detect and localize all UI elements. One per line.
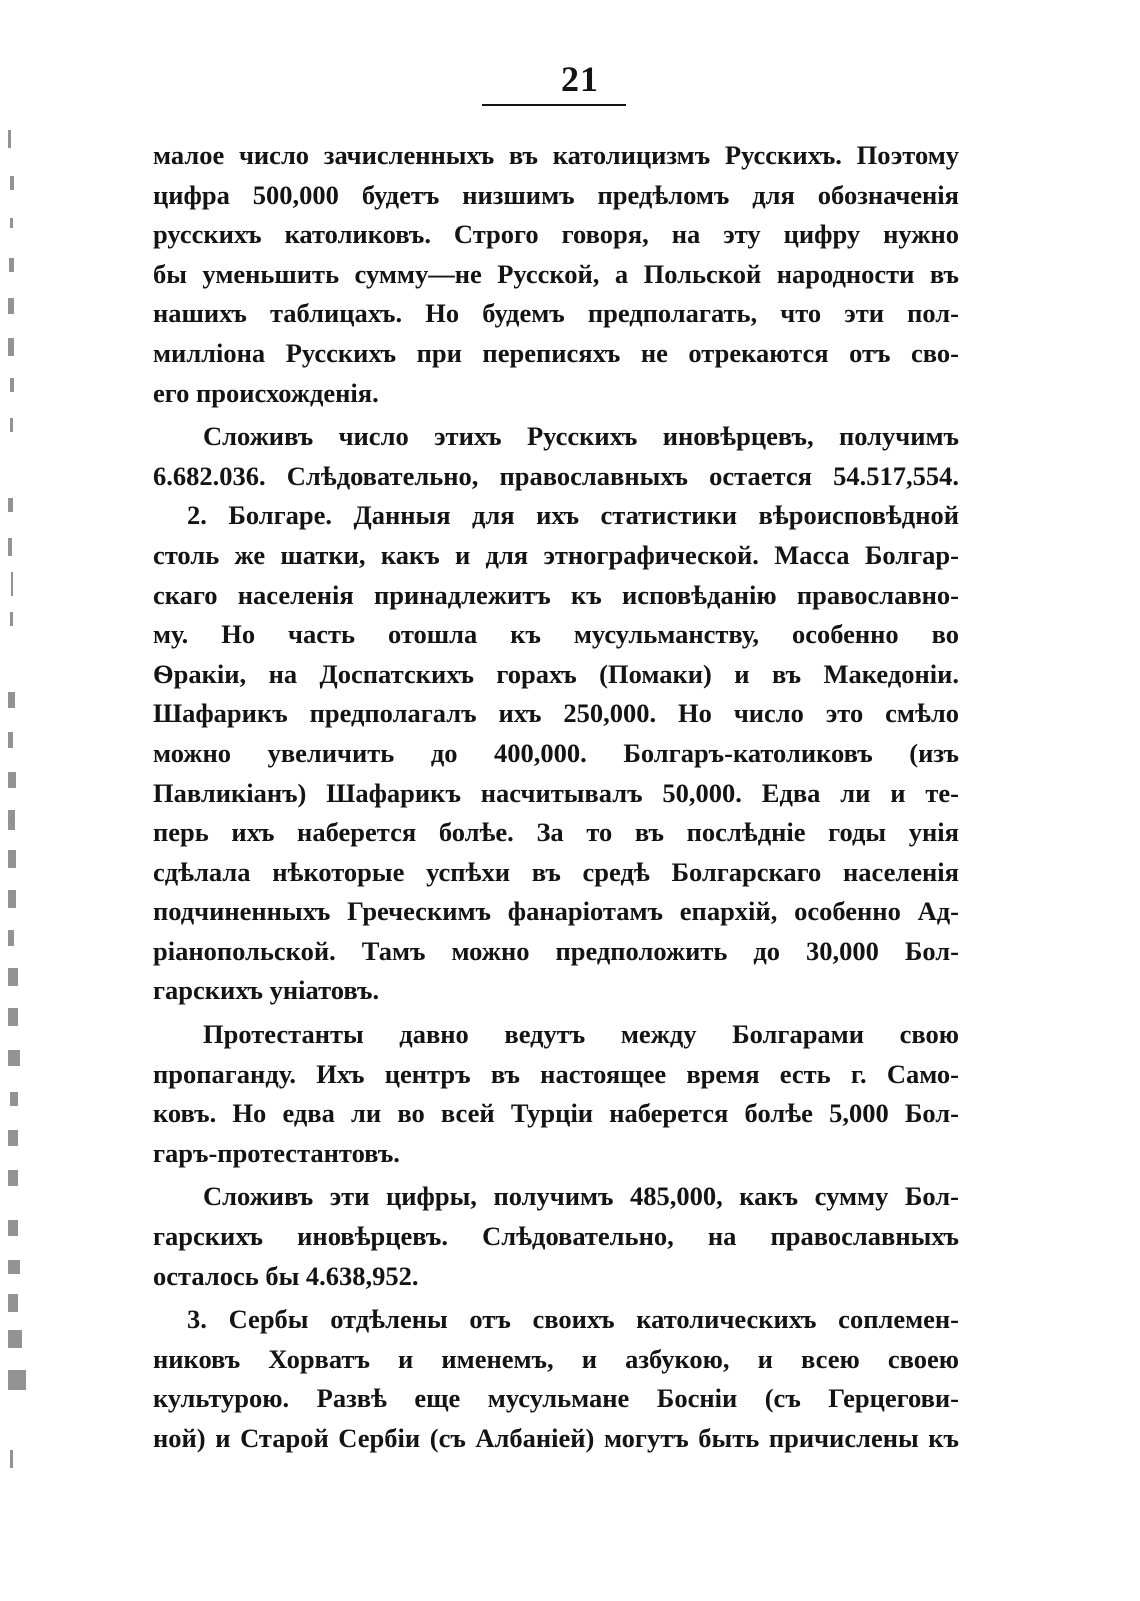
text-line: гаръ-протестантовъ. <box>153 1137 400 1168</box>
text-line: Протестанты давно ведутъ между Болгарами свою <box>203 1019 959 1050</box>
text-line: Павликіанъ) Шафарикъ насчитывалъ 50,000. Едва ли и те- <box>153 777 959 808</box>
text-line: сдѣлала нѣкоторые успѣхи въ средѣ Болгарскаго населенія <box>153 856 959 887</box>
text-line: 3. Сербы отдѣлены отъ своихъ католическихъ соплемен- <box>187 1304 959 1335</box>
text-line: нашихъ таблицахъ. Но будемъ предполагать, что эти пол- <box>153 298 959 329</box>
text-line: му. Но часть отошла къ мусульманству, особенно во <box>153 619 959 650</box>
text-line: гарскихъ иновѣрцевъ. Слѣдовательно, на православныхъ <box>153 1221 959 1252</box>
text-line: пропаганду. Ихъ центръ въ настоящее время есть г. Само- <box>153 1058 959 1089</box>
text-line: культурою. Развѣ еще мусульмане Босніи (съ Герцегови- <box>153 1383 959 1414</box>
text-line: милліона Русскихъ при переписяхъ не отрекаются отъ сво- <box>153 337 959 368</box>
text-line: Ѳракіи, на Доспатскихъ горахъ (Помаки) и въ Македоніи. <box>153 658 959 689</box>
text-line: бы уменьшить сумму—не Русской, а Польской народности въ <box>153 258 959 289</box>
text-line: гарскихъ уніатовъ. <box>153 975 380 1006</box>
header-rule <box>482 104 626 106</box>
body-text <box>153 136 959 1459</box>
text-line: подчиненныхъ Греческимъ фанаріотамъ епархій, особенно Ад- <box>153 896 959 927</box>
text-line: столь же шатки, какъ и для этнографической. Масса Болгар- <box>153 539 959 570</box>
text-line: ной) и Старой Сербіи (съ Албаніей) могутъ быть причислены къ <box>153 1423 959 1453</box>
text-line: перь ихъ наберется болѣе. За то въ послѣдніе годы унія <box>153 817 959 848</box>
text-line: Шафарикъ предполагалъ ихъ 250,000. Но число это смѣло <box>153 698 959 729</box>
text-line: русскихъ католиковъ. Строго говоря, на эту цифру нужно <box>153 219 959 250</box>
text-line: никовъ Хорватъ и именемъ, и азбукою, и всею своею <box>153 1343 959 1374</box>
text-line: 6.682.036. Слѣдовательно, православныхъ остается 54.517,554. <box>153 460 959 491</box>
text-line: его происхожденія. <box>153 377 379 408</box>
text-line: ріанопольской. Тамъ можно предположить до 30,000 Бол- <box>153 935 959 966</box>
text-line: малое число зачисленныхъ въ католицизмъ Русскихъ. Поэтому <box>153 140 959 170</box>
left-margin-bleed-marks <box>2 120 46 1480</box>
text-line: осталось бы 4.638,952. <box>153 1260 419 1291</box>
text-line: ковъ. Но едва ли во всей Турціи наберется болѣе 5,000 Бол- <box>153 1098 959 1129</box>
text-line: 2. Болгаре. Данныя для ихъ статистики вѣроисповѣдной <box>187 500 959 531</box>
text-line: скаго населенія принадлежитъ къ исповѣданію православно- <box>153 579 959 610</box>
text-line: цифра 500,000 будетъ низшимъ предѣломъ для обозначенія <box>153 179 959 210</box>
text-line: Сложивъ эти цифры, получимъ 485,000, какъ сумму Бол- <box>203 1181 959 1212</box>
text-line: Сложивъ число этихъ Русскихъ иновѣрцевъ, получимъ <box>203 421 959 452</box>
page-number: 21 <box>561 59 599 99</box>
text-line: можно увеличить до 400,000. Болгаръ-католиковъ (изъ <box>153 737 959 768</box>
